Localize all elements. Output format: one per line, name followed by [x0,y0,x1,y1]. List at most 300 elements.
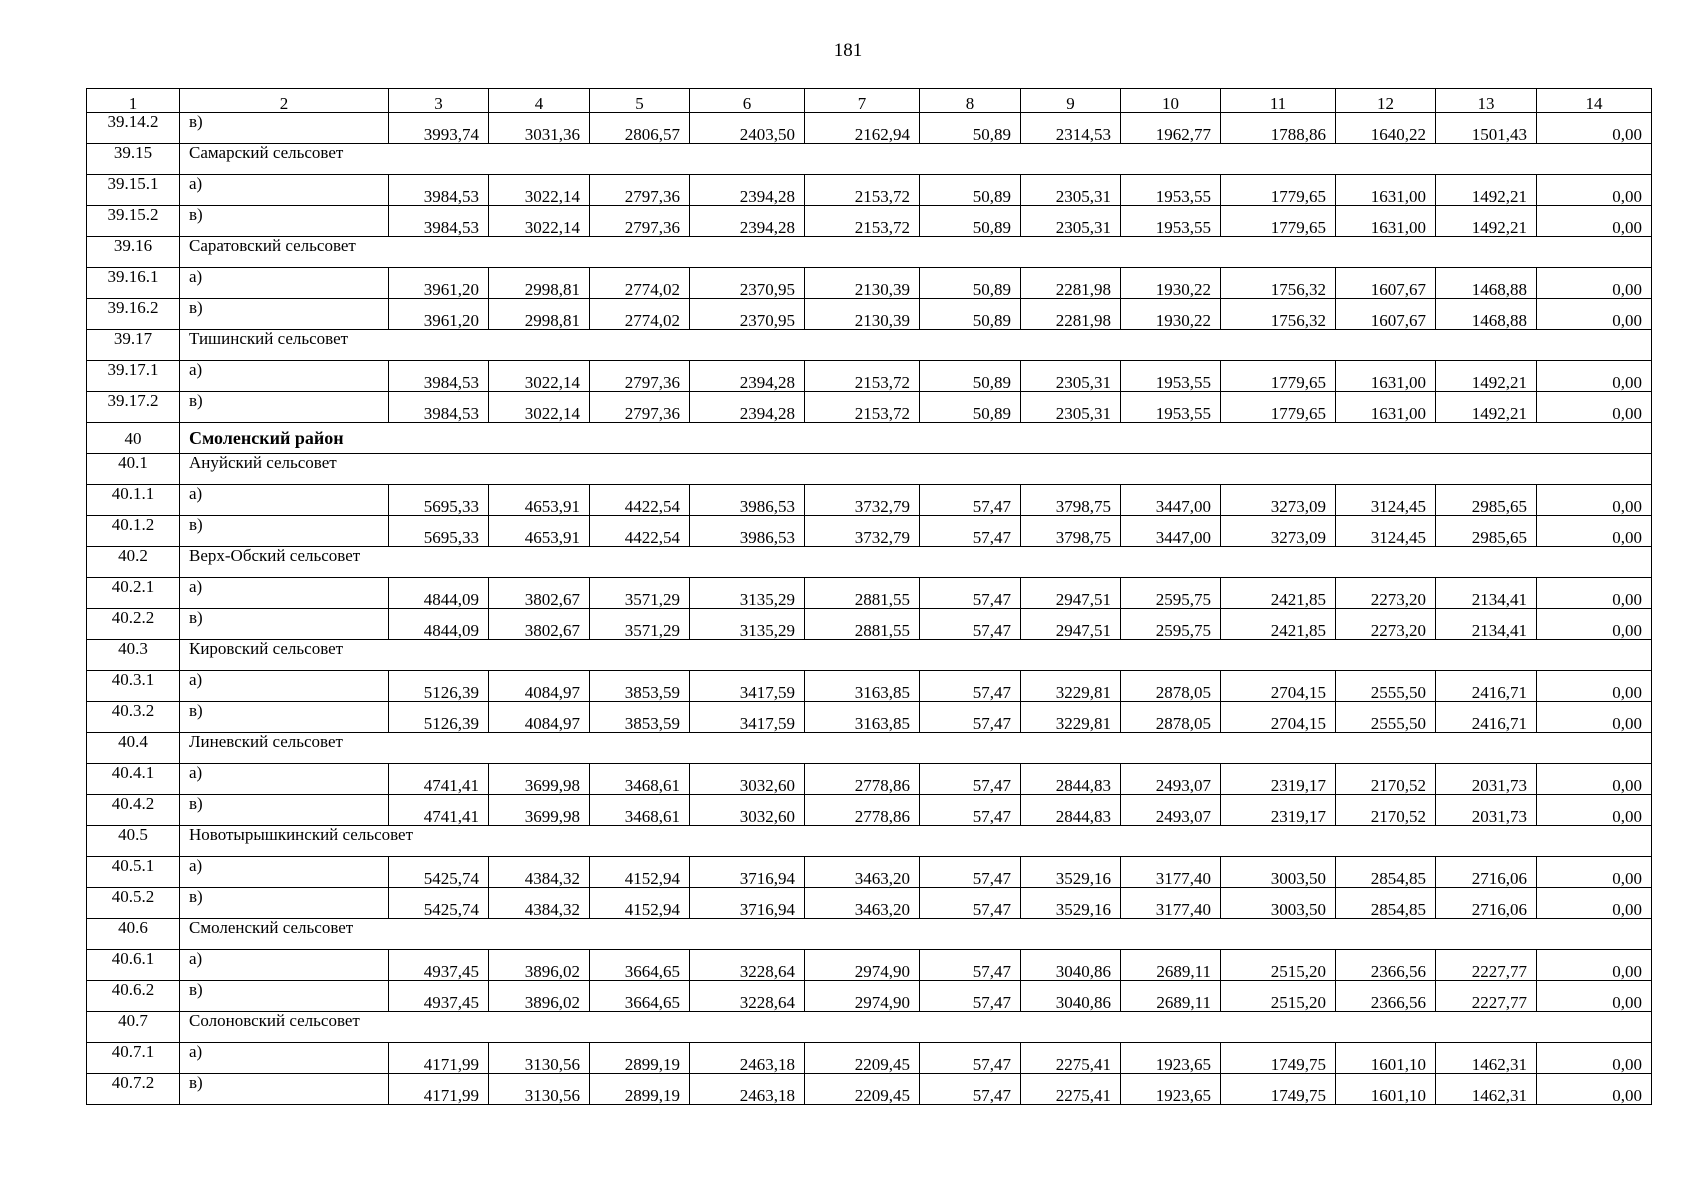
row-code: 40.1.2 [87,516,180,547]
row-sublabel: в) [180,113,389,144]
value-cell: 4844,09 [389,578,489,609]
section-header-row [87,1012,1652,1043]
value-cell: 57,47 [920,764,1021,795]
value-cell: 2974,90 [805,950,920,981]
value-cell: 5126,39 [389,702,489,733]
column-number-header: 14 [1537,89,1652,113]
table-row [87,764,1652,795]
value-cell: 2416,71 [1436,702,1537,733]
column-number-header: 3 [389,89,489,113]
value-cell: 0,00 [1537,113,1652,144]
column-number-header: 1 [87,89,180,113]
value-cell: 3986,53 [690,485,805,516]
value-cell: 2844,83 [1021,795,1121,826]
row-code: 40.5 [87,826,180,857]
value-cell: 4084,97 [489,671,590,702]
value-cell: 57,47 [920,1074,1021,1105]
value-cell: 2394,28 [690,361,805,392]
value-cell: 3229,81 [1021,702,1121,733]
value-cell: 0,00 [1537,857,1652,888]
value-cell: 3984,53 [389,361,489,392]
value-cell: 5126,39 [389,671,489,702]
value-cell: 0,00 [1537,888,1652,919]
value-cell: 0,00 [1537,206,1652,237]
region-header-row [87,423,1652,454]
section-header-row [87,330,1652,361]
value-cell: 4937,45 [389,950,489,981]
row-code: 40.2 [87,547,180,578]
value-cell: 3124,45 [1336,485,1436,516]
row-sublabel: а) [180,1043,389,1074]
value-cell: 3984,53 [389,206,489,237]
value-cell: 1779,65 [1221,392,1336,423]
value-cell: 1631,00 [1336,206,1436,237]
value-cell: 1601,10 [1336,1074,1436,1105]
value-cell: 2130,39 [805,299,920,330]
row-code: 40.4.2 [87,795,180,826]
table-row [87,1074,1652,1105]
row-code: 39.15.1 [87,175,180,206]
value-cell: 1923,65 [1121,1043,1221,1074]
value-cell: 3571,29 [590,609,690,640]
row-code: 40.3 [87,640,180,671]
row-code: 39.15.2 [87,206,180,237]
value-cell: 2493,07 [1121,764,1221,795]
value-cell: 0,00 [1537,981,1652,1012]
value-cell: 2515,20 [1221,950,1336,981]
value-cell: 3699,98 [489,764,590,795]
value-cell: 2209,45 [805,1074,920,1105]
row-code: 39.16.1 [87,268,180,299]
row-code: 39.14.2 [87,113,180,144]
value-cell: 2595,75 [1121,578,1221,609]
value-cell: 3699,98 [489,795,590,826]
row-code: 39.15 [87,144,180,175]
section-name: Верх-Обский сельсовет [180,547,1652,578]
region-name: Смоленский район [180,423,1652,454]
value-cell: 0,00 [1537,609,1652,640]
value-cell: 3732,79 [805,516,920,547]
value-cell: 1953,55 [1121,361,1221,392]
value-cell: 0,00 [1537,702,1652,733]
value-cell: 1756,32 [1221,299,1336,330]
value-cell: 3130,56 [489,1074,590,1105]
value-cell: 3896,02 [489,981,590,1012]
row-code: 40.3.2 [87,702,180,733]
row-code: 40.7.2 [87,1074,180,1105]
section-header-row [87,640,1652,671]
row-sublabel: а) [180,950,389,981]
value-cell: 0,00 [1537,1043,1652,1074]
value-cell: 1749,75 [1221,1074,1336,1105]
table-row [87,361,1652,392]
value-cell: 3447,00 [1121,516,1221,547]
value-cell: 0,00 [1537,361,1652,392]
value-cell: 2394,28 [690,206,805,237]
table-row [87,950,1652,981]
value-cell: 1607,67 [1336,268,1436,299]
value-cell: 3022,14 [489,175,590,206]
column-number-header: 2 [180,89,389,113]
column-number-header: 12 [1336,89,1436,113]
value-cell: 50,89 [920,299,1021,330]
section-header-row [87,826,1652,857]
value-cell: 3732,79 [805,485,920,516]
value-cell: 57,47 [920,609,1021,640]
row-sublabel: в) [180,888,389,919]
table-row [87,485,1652,516]
row-code: 40.4 [87,733,180,764]
value-cell: 2704,15 [1221,702,1336,733]
value-cell: 2162,94 [805,113,920,144]
section-header-row [87,144,1652,175]
value-cell: 1749,75 [1221,1043,1336,1074]
value-cell: 3135,29 [690,578,805,609]
value-cell: 0,00 [1537,175,1652,206]
value-cell: 3984,53 [389,175,489,206]
value-cell: 57,47 [920,578,1021,609]
value-cell: 2878,05 [1121,702,1221,733]
value-cell: 3716,94 [690,857,805,888]
value-cell: 1492,21 [1436,361,1537,392]
table-row [87,268,1652,299]
section-header-row [87,454,1652,485]
value-cell: 3984,53 [389,392,489,423]
table-row [87,888,1652,919]
value-cell: 1631,00 [1336,175,1436,206]
column-number-row [87,89,1652,113]
table-row [87,392,1652,423]
value-cell: 2595,75 [1121,609,1221,640]
value-cell: 3022,14 [489,392,590,423]
section-name: Саратовский сельсовет [180,237,1652,268]
value-cell: 1468,88 [1436,268,1537,299]
row-sublabel: в) [180,702,389,733]
row-sublabel: в) [180,299,389,330]
value-cell: 3664,65 [590,981,690,1012]
value-cell: 1501,43 [1436,113,1537,144]
section-name: Самарский сельсовет [180,144,1652,175]
value-cell: 2416,71 [1436,671,1537,702]
value-cell: 57,47 [920,1043,1021,1074]
section-name: Солоновский сельсовет [180,1012,1652,1043]
value-cell: 2227,77 [1436,950,1537,981]
value-cell: 3022,14 [489,206,590,237]
value-cell: 4171,99 [389,1074,489,1105]
value-cell: 2366,56 [1336,981,1436,1012]
value-cell: 2314,53 [1021,113,1121,144]
value-cell: 2797,36 [590,175,690,206]
value-cell: 2947,51 [1021,609,1121,640]
value-cell: 1601,10 [1336,1043,1436,1074]
column-number-header: 11 [1221,89,1336,113]
row-code: 39.17 [87,330,180,361]
row-code: 40.5.2 [87,888,180,919]
value-cell: 2403,50 [690,113,805,144]
column-number-header: 4 [489,89,590,113]
row-sublabel: а) [180,671,389,702]
value-cell: 2134,41 [1436,578,1537,609]
row-sublabel: в) [180,206,389,237]
value-cell: 1953,55 [1121,175,1221,206]
value-cell: 2985,65 [1436,485,1537,516]
row-code: 39.16.2 [87,299,180,330]
section-header-row [87,919,1652,950]
value-cell: 3853,59 [590,702,690,733]
value-cell: 2515,20 [1221,981,1336,1012]
value-cell: 3273,09 [1221,516,1336,547]
value-cell: 3040,86 [1021,981,1121,1012]
value-cell: 50,89 [920,206,1021,237]
value-cell: 2275,41 [1021,1074,1121,1105]
row-code: 40.5.1 [87,857,180,888]
value-cell: 0,00 [1537,516,1652,547]
value-cell: 5425,74 [389,888,489,919]
row-code: 40.6 [87,919,180,950]
value-cell: 4422,54 [590,485,690,516]
value-cell: 2370,95 [690,268,805,299]
value-cell: 2273,20 [1336,609,1436,640]
value-cell: 3571,29 [590,578,690,609]
value-cell: 50,89 [920,175,1021,206]
column-number-header: 8 [920,89,1021,113]
value-cell: 1756,32 [1221,268,1336,299]
value-cell: 3468,61 [590,764,690,795]
row-code: 40.6.1 [87,950,180,981]
row-code: 40.2.1 [87,578,180,609]
value-cell: 3177,40 [1121,888,1221,919]
row-sublabel: в) [180,981,389,1012]
value-cell: 2170,52 [1336,764,1436,795]
value-cell: 57,47 [920,981,1021,1012]
row-sublabel: а) [180,857,389,888]
value-cell: 1462,31 [1436,1074,1537,1105]
value-cell: 57,47 [920,516,1021,547]
value-cell: 2998,81 [489,299,590,330]
value-cell: 2273,20 [1336,578,1436,609]
value-cell: 2319,17 [1221,795,1336,826]
value-cell: 2555,50 [1336,702,1436,733]
value-cell: 2493,07 [1121,795,1221,826]
column-number-header: 9 [1021,89,1121,113]
row-sublabel: в) [180,795,389,826]
page-number: 181 [833,40,863,61]
value-cell: 4741,41 [389,795,489,826]
table-row [87,206,1652,237]
value-cell: 2899,19 [590,1074,690,1105]
row-sublabel: а) [180,764,389,795]
value-cell: 1962,77 [1121,113,1221,144]
value-cell: 2275,41 [1021,1043,1121,1074]
value-cell: 2778,86 [805,764,920,795]
column-number-header: 10 [1121,89,1221,113]
value-cell: 50,89 [920,392,1021,423]
table-row [87,795,1652,826]
value-cell: 2716,06 [1436,888,1537,919]
value-cell: 1930,22 [1121,268,1221,299]
row-code: 40.4.1 [87,764,180,795]
value-cell: 2797,36 [590,206,690,237]
value-cell: 1779,65 [1221,206,1336,237]
value-cell: 2134,41 [1436,609,1537,640]
value-cell: 3802,67 [489,609,590,640]
value-cell: 2305,31 [1021,392,1121,423]
value-cell: 2153,72 [805,206,920,237]
value-cell: 3032,60 [690,764,805,795]
value-cell: 3896,02 [489,950,590,981]
value-cell: 3228,64 [690,981,805,1012]
value-cell: 0,00 [1537,299,1652,330]
value-cell: 2797,36 [590,392,690,423]
value-cell: 2806,57 [590,113,690,144]
value-cell: 3529,16 [1021,857,1121,888]
value-cell: 2170,52 [1336,795,1436,826]
row-code: 40.1.1 [87,485,180,516]
table-row [87,175,1652,206]
value-cell: 2227,77 [1436,981,1537,1012]
value-cell: 1631,00 [1336,392,1436,423]
value-cell: 3124,45 [1336,516,1436,547]
value-cell: 2974,90 [805,981,920,1012]
section-name: Смоленский сельсовет [180,919,1652,950]
row-code: 40.2.2 [87,609,180,640]
value-cell: 2366,56 [1336,950,1436,981]
value-cell: 2421,85 [1221,578,1336,609]
value-cell: 2153,72 [805,175,920,206]
value-cell: 3664,65 [590,950,690,981]
value-cell: 2463,18 [690,1043,805,1074]
column-number-header: 13 [1436,89,1537,113]
value-cell: 3417,59 [690,702,805,733]
table-row [87,609,1652,640]
table-row [87,516,1652,547]
value-cell: 57,47 [920,888,1021,919]
value-cell: 2998,81 [489,268,590,299]
row-sublabel: а) [180,175,389,206]
value-cell: 2421,85 [1221,609,1336,640]
value-cell: 1788,86 [1221,113,1336,144]
value-cell: 3961,20 [389,299,489,330]
value-cell: 50,89 [920,113,1021,144]
value-cell: 2463,18 [690,1074,805,1105]
row-sublabel: в) [180,1074,389,1105]
row-code: 40.3.1 [87,671,180,702]
value-cell: 0,00 [1537,1074,1652,1105]
value-cell: 3163,85 [805,671,920,702]
value-cell: 3463,20 [805,888,920,919]
value-cell: 2797,36 [590,361,690,392]
value-cell: 50,89 [920,268,1021,299]
value-cell: 1631,00 [1336,361,1436,392]
row-sublabel: а) [180,268,389,299]
value-cell: 1640,22 [1336,113,1436,144]
value-cell: 1779,65 [1221,175,1336,206]
value-cell: 57,47 [920,795,1021,826]
value-cell: 2130,39 [805,268,920,299]
value-cell: 2985,65 [1436,516,1537,547]
value-cell: 0,00 [1537,795,1652,826]
value-cell: 3032,60 [690,795,805,826]
value-cell: 57,47 [920,857,1021,888]
value-cell: 2689,11 [1121,950,1221,981]
tariff-table [86,88,1652,1105]
row-code: 40.6.2 [87,981,180,1012]
value-cell: 2031,73 [1436,795,1537,826]
value-cell: 3003,50 [1221,857,1336,888]
value-cell: 4152,94 [590,888,690,919]
row-code: 40.7 [87,1012,180,1043]
value-cell: 0,00 [1537,950,1652,981]
value-cell: 3273,09 [1221,485,1336,516]
row-code: 39.17.2 [87,392,180,423]
value-cell: 1492,21 [1436,392,1537,423]
row-sublabel: а) [180,578,389,609]
value-cell: 0,00 [1537,764,1652,795]
value-cell: 3853,59 [590,671,690,702]
value-cell: 1468,88 [1436,299,1537,330]
section-name: Линевский сельсовет [180,733,1652,764]
value-cell: 3993,74 [389,113,489,144]
value-cell: 3040,86 [1021,950,1121,981]
value-cell: 3177,40 [1121,857,1221,888]
row-sublabel: в) [180,609,389,640]
value-cell: 4084,97 [489,702,590,733]
section-header-row [87,733,1652,764]
value-cell: 2778,86 [805,795,920,826]
section-name: Ануйский сельсовет [180,454,1652,485]
value-cell: 3163,85 [805,702,920,733]
value-cell: 3135,29 [690,609,805,640]
table-row [87,113,1652,144]
value-cell: 2881,55 [805,609,920,640]
table-row [87,299,1652,330]
value-cell: 2319,17 [1221,764,1336,795]
value-cell: 3417,59 [690,671,805,702]
value-cell: 4844,09 [389,609,489,640]
value-cell: 3961,20 [389,268,489,299]
row-code: 39.16 [87,237,180,268]
value-cell: 3130,56 [489,1043,590,1074]
column-number-header: 7 [805,89,920,113]
value-cell: 3022,14 [489,361,590,392]
value-cell: 2854,85 [1336,857,1436,888]
column-number-header: 6 [690,89,805,113]
value-cell: 3716,94 [690,888,805,919]
value-cell: 3798,75 [1021,485,1121,516]
row-sublabel: а) [180,485,389,516]
value-cell: 4653,91 [489,485,590,516]
section-header-row [87,237,1652,268]
value-cell: 3529,16 [1021,888,1121,919]
value-cell: 50,89 [920,361,1021,392]
value-cell: 2555,50 [1336,671,1436,702]
table-row [87,1043,1652,1074]
value-cell: 2716,06 [1436,857,1537,888]
table-row [87,671,1652,702]
value-cell: 2394,28 [690,392,805,423]
section-name: Кировский сельсовет [180,640,1652,671]
value-cell: 4384,32 [489,857,590,888]
value-cell: 4653,91 [489,516,590,547]
column-number-header: 5 [590,89,690,113]
value-cell: 1607,67 [1336,299,1436,330]
value-cell: 2153,72 [805,361,920,392]
value-cell: 2774,02 [590,268,690,299]
row-sublabel: а) [180,361,389,392]
value-cell: 0,00 [1537,578,1652,609]
value-cell: 1930,22 [1121,299,1221,330]
value-cell: 4152,94 [590,857,690,888]
